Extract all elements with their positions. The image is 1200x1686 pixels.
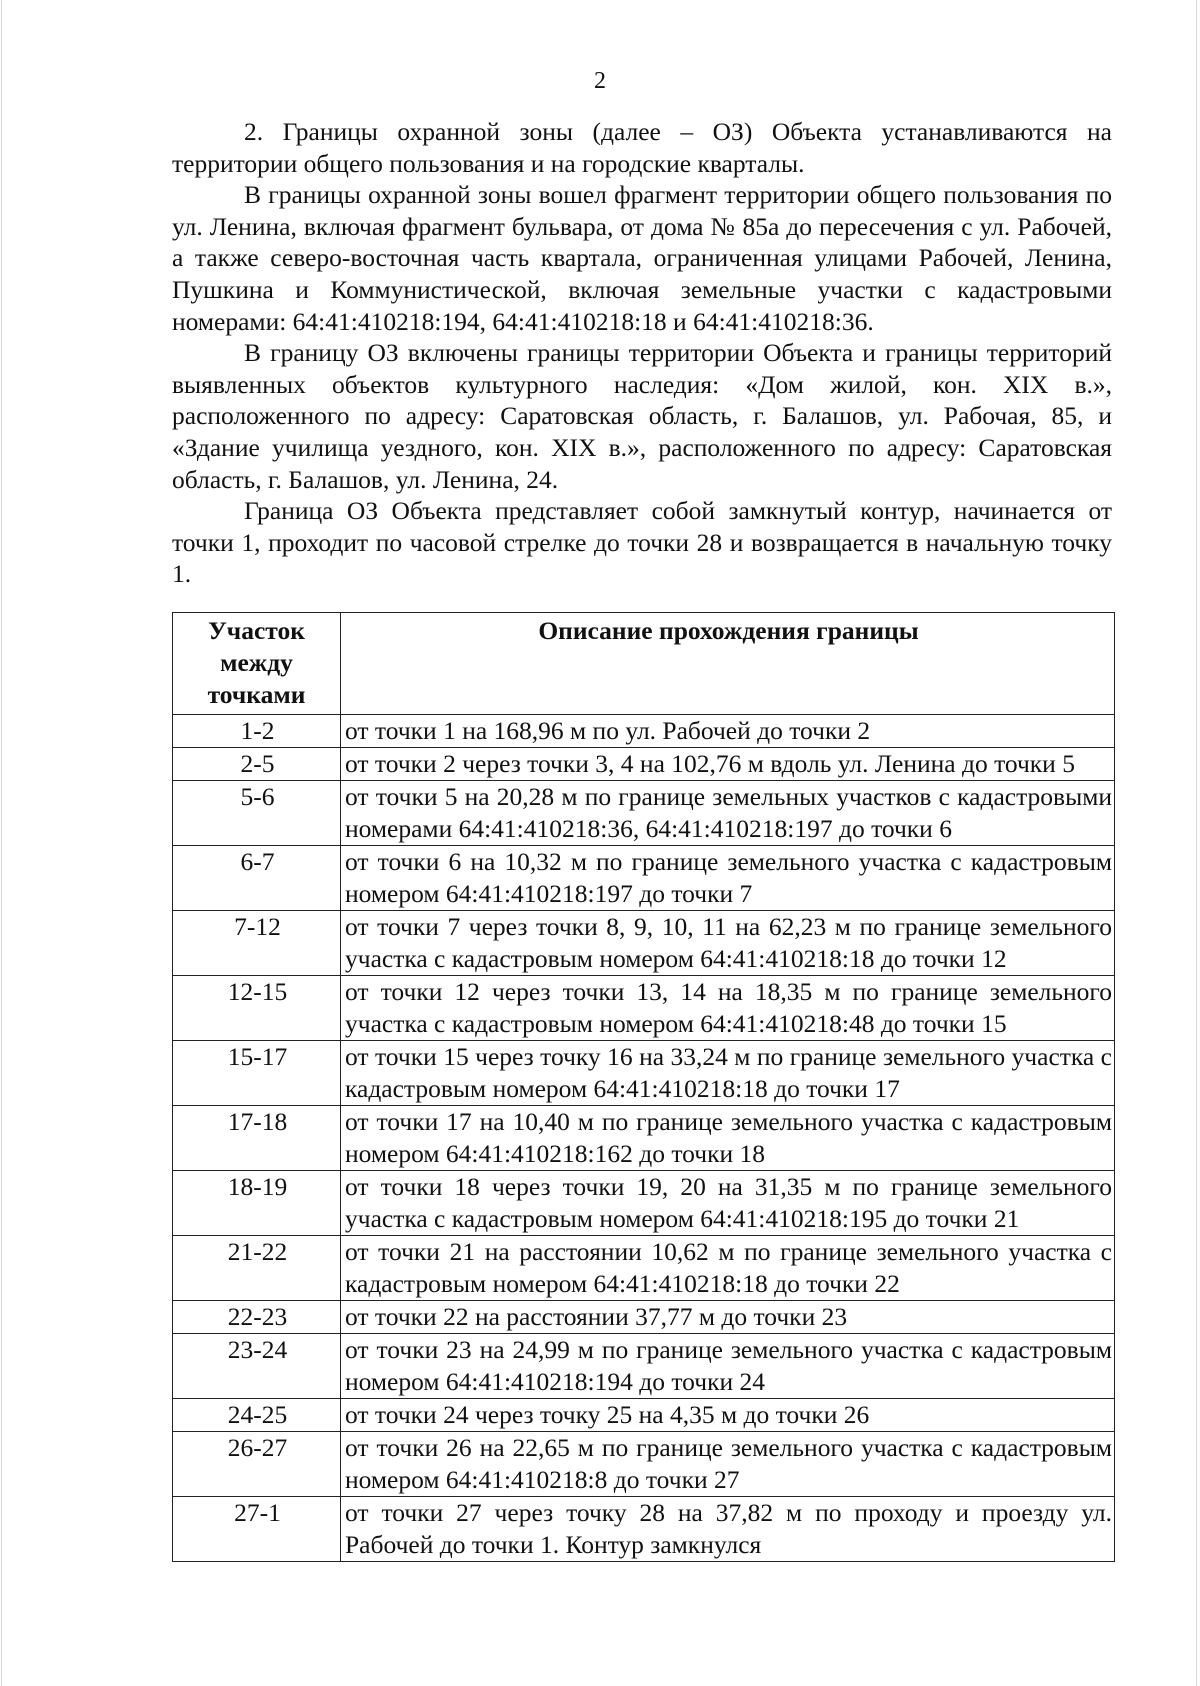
segment-cell: 27-1: [173, 1497, 341, 1562]
segment-cell: 15-17: [173, 1041, 341, 1106]
description-cell: от точки 21 на расстоянии 10,62 м по границе земельного участка с кадастровым номером 64:41:410218:18 до точки 22: [341, 1236, 1115, 1301]
paragraph-2: В границы охранной зоны вошел фрагмент территории общего пользования по ул. Ленина, включая фрагмент бульвара, от дома № 85а до пересечения с ул. Рабочей, а также северо-восточная часть квартала, ограниченная улицами Рабочей, Ленина, Пушкина и Коммунистической, включая земельные участки с кадастровыми номерами: 64:41:410218:194, 64:41:410218:18 и 64:41:410218:36.: [172, 180, 1112, 336]
page-number: 2: [594, 68, 606, 94]
description-cell: от точки 1 на 168,96 м по ул. Рабочей до точки 2: [341, 715, 1115, 748]
segment-cell: 1-2: [173, 715, 341, 748]
scan-edge-right: [1196, 0, 1197, 1686]
description-cell: от точки 15 через точку 16 на 33,24 м по границе земельного участка с кадастровым номером 64:41:410218:18 до точки 17: [341, 1041, 1115, 1106]
segment-cell: 21-22: [173, 1236, 341, 1301]
table-row: [173, 748, 1115, 781]
table-row: [173, 715, 1115, 748]
description-cell: от точки 12 через точки 13, 14 на 18,35 м по границе земельного участка с кадастровым номером 64:41:410218:48 до точки 15: [341, 976, 1115, 1041]
table-row: [173, 976, 1115, 1041]
body-text: [172, 116, 1112, 590]
table-row: [173, 1171, 1115, 1236]
description-cell: от точки 22 на расстоянии 37,77 м до точки 23: [341, 1301, 1115, 1334]
header-segment: Участок между точками: [173, 613, 341, 715]
table-row: [173, 781, 1115, 846]
header-description: Описание прохождения границы: [341, 613, 1115, 715]
segment-cell: 23-24: [173, 1334, 341, 1399]
table-row: [173, 1432, 1115, 1497]
table-row: [173, 1106, 1115, 1171]
table-body: [173, 715, 1115, 1562]
description-cell: от точки 23 на 24,99 м по границе земельного участка с кадастровым номером 64:41:410218:194 до точки 24: [341, 1334, 1115, 1399]
boundary-table: [172, 612, 1115, 1562]
segment-cell: 6-7: [173, 846, 341, 911]
scan-edge-left: [1, 0, 2, 1686]
description-cell: от точки 5 на 20,28 м по границе земельных участков с кадастровыми номерами 64:41:410218:36, 64:41:410218:197 до точки 6: [341, 781, 1115, 846]
table-row: [173, 1399, 1115, 1432]
paragraph-4: Граница ОЗ Объекта представляет собой замкнутый контур, начинается от точки 1, проходит по часовой стрелке до точки 28 и возвращается в начальную точку 1.: [172, 496, 1112, 589]
segment-cell: 5-6: [173, 781, 341, 846]
description-cell: от точки 26 на 22,65 м по границе земельного участка с кадастровым номером 64:41:410218:8 до точки 27: [341, 1432, 1115, 1497]
segment-cell: 24-25: [173, 1399, 341, 1432]
segment-cell: 26-27: [173, 1432, 341, 1497]
table-row: [173, 1301, 1115, 1334]
paragraph-3: В границу ОЗ включены границы территории Объекта и границы территорий выявленных объектов культурного наследия: «Дом жилой, кон. XIX в.», расположенного по адресу: Саратовская область, г. Балашов, ул. Рабочая, 85, и «Здание училища уездного, кон. XIX в.», расположенного по адресу: Саратовская область, г. Балашов, ул. Ленина, 24.: [172, 338, 1112, 494]
description-cell: от точки 24 через точку 25 на 4,35 м до точки 26: [341, 1399, 1115, 1432]
table-row: [173, 1236, 1115, 1301]
description-cell: от точки 7 через точки 8, 9, 10, 11 на 62,23 м по границе земельного участка с кадастровым номером 64:41:410218:18 до точки 12: [341, 911, 1115, 976]
table-row: [173, 846, 1115, 911]
description-cell: от точки 18 через точки 19, 20 на 31,35 м по границе земельного участка с кадастровым номером 64:41:410218:195 до точки 21: [341, 1171, 1115, 1236]
segment-cell: 7-12: [173, 911, 341, 976]
description-cell: от точки 2 через точки 3, 4 на 102,76 м вдоль ул. Ленина до точки 5: [341, 748, 1115, 781]
description-cell: от точки 6 на 10,32 м по границе земельного участка с кадастровым номером 64:41:410218:197 до точки 7: [341, 846, 1115, 911]
description-cell: от точки 27 через точку 28 на 37,82 м по проходу и проезду ул. Рабочей до точки 1. Контур замкнулся: [341, 1497, 1115, 1562]
segment-cell: 17-18: [173, 1106, 341, 1171]
paragraph-1: 2. Границы охранной зоны (далее – ОЗ) Объекта устанавливаются на территории общего пользования и на городские кварталы.: [172, 117, 1112, 178]
table-row: [173, 1041, 1115, 1106]
table-row: [173, 1334, 1115, 1399]
table-row: [173, 911, 1115, 976]
table-header-row: [173, 613, 1115, 715]
segment-cell: 22-23: [173, 1301, 341, 1334]
segment-cell: 12-15: [173, 976, 341, 1041]
description-cell: от точки 17 на 10,40 м по границе земельного участка с кадастровым номером 64:41:410218:162 до точки 18: [341, 1106, 1115, 1171]
segment-cell: 2-5: [173, 748, 341, 781]
segment-cell: 18-19: [173, 1171, 341, 1236]
table-row: [173, 1497, 1115, 1562]
